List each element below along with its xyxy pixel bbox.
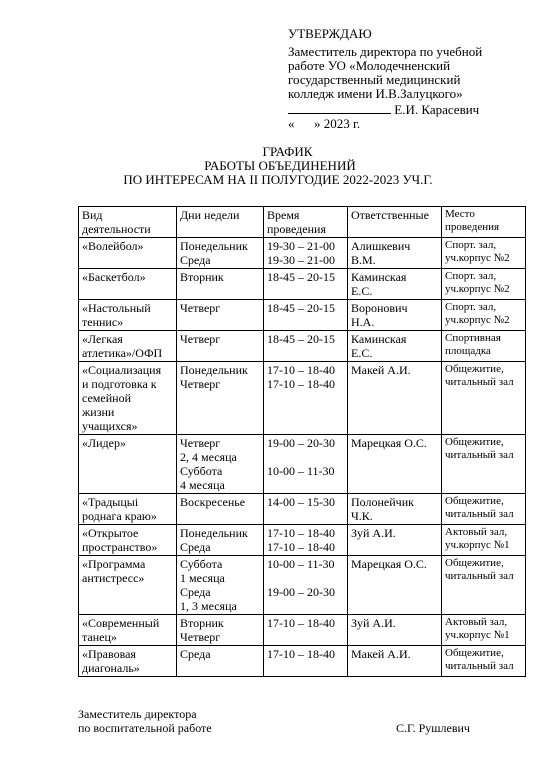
cell-responsible: Марецкая О.С.: [348, 435, 442, 494]
cell-place: Спорт. зал, уч.корпус №2: [442, 300, 526, 331]
approval-line: государственный медицинский: [288, 72, 461, 87]
title-line-1: ГРАФИК: [262, 144, 313, 159]
cell-time: 17-10 – 18-40: [264, 615, 348, 646]
cell-time: 18-45 – 20-15: [264, 269, 348, 300]
approval-line: колледж имени И.В.Залуцкого»: [288, 86, 463, 101]
cell-time: 18-45 – 20-15: [264, 300, 348, 331]
cell-days: Четверг 2, 4 месяца Суббота 4 месяца: [177, 435, 264, 494]
cell-place: Спорт. зал, уч.корпус №2: [442, 269, 526, 300]
column-header-place: Место проведения: [442, 207, 526, 238]
cell-activity: «Лидер»: [79, 435, 177, 494]
cell-days: Воскресенье: [177, 494, 264, 525]
cell-time: 19-00 – 20-30 10-00 – 11-30: [264, 435, 348, 494]
cell-days: Четверг: [177, 300, 264, 331]
cell-responsible: Макей А.И.: [348, 362, 442, 435]
cell-activity: «Традыцыі роднага краю»: [79, 494, 177, 525]
cell-responsible: Каминская Е.С.: [348, 331, 442, 362]
cell-activity: «Волейбол»: [79, 238, 177, 269]
cell-responsible: Воронович Н.А.: [348, 300, 442, 331]
document-title: [0, 145, 552, 187]
table-row: [79, 615, 526, 646]
cell-place: Общежитие, читальный зал: [442, 556, 526, 615]
table-row: [79, 362, 526, 435]
approval-block: [288, 27, 538, 131]
cell-days: Среда: [177, 646, 264, 677]
cell-place: Спорт. зал, уч.корпус №2: [442, 238, 526, 269]
title-line-3: ПО ИНТЕРЕСАМ НА II ПОЛУГОДИЕ 2022-2023 УЧ.Г.: [123, 172, 433, 187]
cell-time: 14-00 – 15-30: [264, 494, 348, 525]
cell-place: Общежитие, читальный зал: [442, 362, 526, 435]
cell-activity: «Социализация и подготовка к семейной жизни учащихся»: [79, 362, 177, 435]
approver-name: Е.И. Карасевич: [394, 102, 480, 117]
cell-responsible: Макей А.И.: [348, 646, 442, 677]
schedule-table: [78, 206, 526, 677]
cell-activity: «Легкая атлетика»/ОФП: [79, 331, 177, 362]
cell-place: Спортивная площадка: [442, 331, 526, 362]
column-header-time: Время проведения: [264, 207, 348, 238]
cell-activity: «Программа антистресс»: [79, 556, 177, 615]
footer-position-line-1: Заместитель директора: [78, 707, 197, 721]
schedule-body: [79, 238, 526, 677]
cell-place: Общежитие, читальный зал: [442, 435, 526, 494]
approval-line: Заместитель директора по учебной: [288, 44, 483, 59]
table-header-row: [79, 207, 526, 238]
table-row: [79, 646, 526, 677]
footer-position-line-2: по воспитательной работе: [78, 721, 212, 735]
cell-responsible: Каминская Е.С.: [348, 269, 442, 300]
date-blank: « »: [288, 116, 321, 131]
cell-activity: «Баскетбол»: [79, 269, 177, 300]
cell-responsible: Зуй А.И.: [348, 615, 442, 646]
cell-days: Четверг: [177, 331, 264, 362]
table-row: [79, 525, 526, 556]
table-row: [79, 494, 526, 525]
cell-activity: «Правовая диагональ»: [79, 646, 177, 677]
signature-underline: [288, 101, 391, 114]
cell-place: Актовый зал, уч.корпус №1: [442, 615, 526, 646]
cell-time: 10-00 – 11-30 19-00 – 20-30: [264, 556, 348, 615]
signature-line: [288, 101, 538, 117]
table-row: [79, 331, 526, 362]
cell-activity: «Современный танец»: [79, 615, 177, 646]
cell-activity: «Открытое пространство»: [79, 525, 177, 556]
table-row: [79, 269, 526, 300]
cell-place: Актовый зал, уч.корпус №1: [442, 525, 526, 556]
date-year: 2023 г.: [323, 116, 361, 131]
cell-time: 17-10 – 18-40: [264, 646, 348, 677]
cell-time: 17-10 – 18-40 17-10 – 18-40: [264, 362, 348, 435]
cell-time: 19-30 – 21-00 19-30 – 21-00: [264, 238, 348, 269]
footer-signature-block: [78, 707, 498, 735]
cell-responsible: Полонейчик Ч.К.: [348, 494, 442, 525]
table-row: [79, 238, 526, 269]
cell-days: Понедельник Среда: [177, 525, 264, 556]
table-row: [79, 435, 526, 494]
cell-days: Понедельник Среда: [177, 238, 264, 269]
cell-time: 18-45 – 20-15: [264, 331, 348, 362]
approval-heading: УТВЕРЖДАЮ: [288, 26, 372, 41]
cell-days: Суббота 1 месяца Среда 1, 3 месяца: [177, 556, 264, 615]
cell-place: Общежитие, читальный зал: [442, 646, 526, 677]
approval-line: работе УО «Молодечненский: [288, 58, 451, 73]
column-header-responsible: Ответственные: [348, 207, 442, 238]
column-header-days: Дни недели: [177, 207, 264, 238]
cell-days: Вторник Четверг: [177, 615, 264, 646]
approval-date: [288, 117, 460, 131]
column-header-activity: Вид деятельности: [79, 207, 177, 238]
title-line-2: РАБОТЫ ОБЪЕДИНЕНИЙ: [204, 158, 356, 173]
cell-days: Вторник: [177, 269, 264, 300]
cell-responsible: Алишкевич В.М.: [348, 238, 442, 269]
footer-signature-name: С.Г. Рушлевич: [396, 721, 470, 735]
cell-responsible: Марецкая О.С.: [348, 556, 442, 615]
table-row: [79, 300, 526, 331]
cell-place: Общежитие, читальный зал: [442, 494, 526, 525]
cell-time: 17-10 – 18-40 17-10 – 18-40: [264, 525, 348, 556]
table-row: [79, 556, 526, 615]
cell-activity: «Настольный теннис»: [79, 300, 177, 331]
cell-days: Понедельник Четверг: [177, 362, 264, 435]
cell-responsible: Зуй А.И.: [348, 525, 442, 556]
